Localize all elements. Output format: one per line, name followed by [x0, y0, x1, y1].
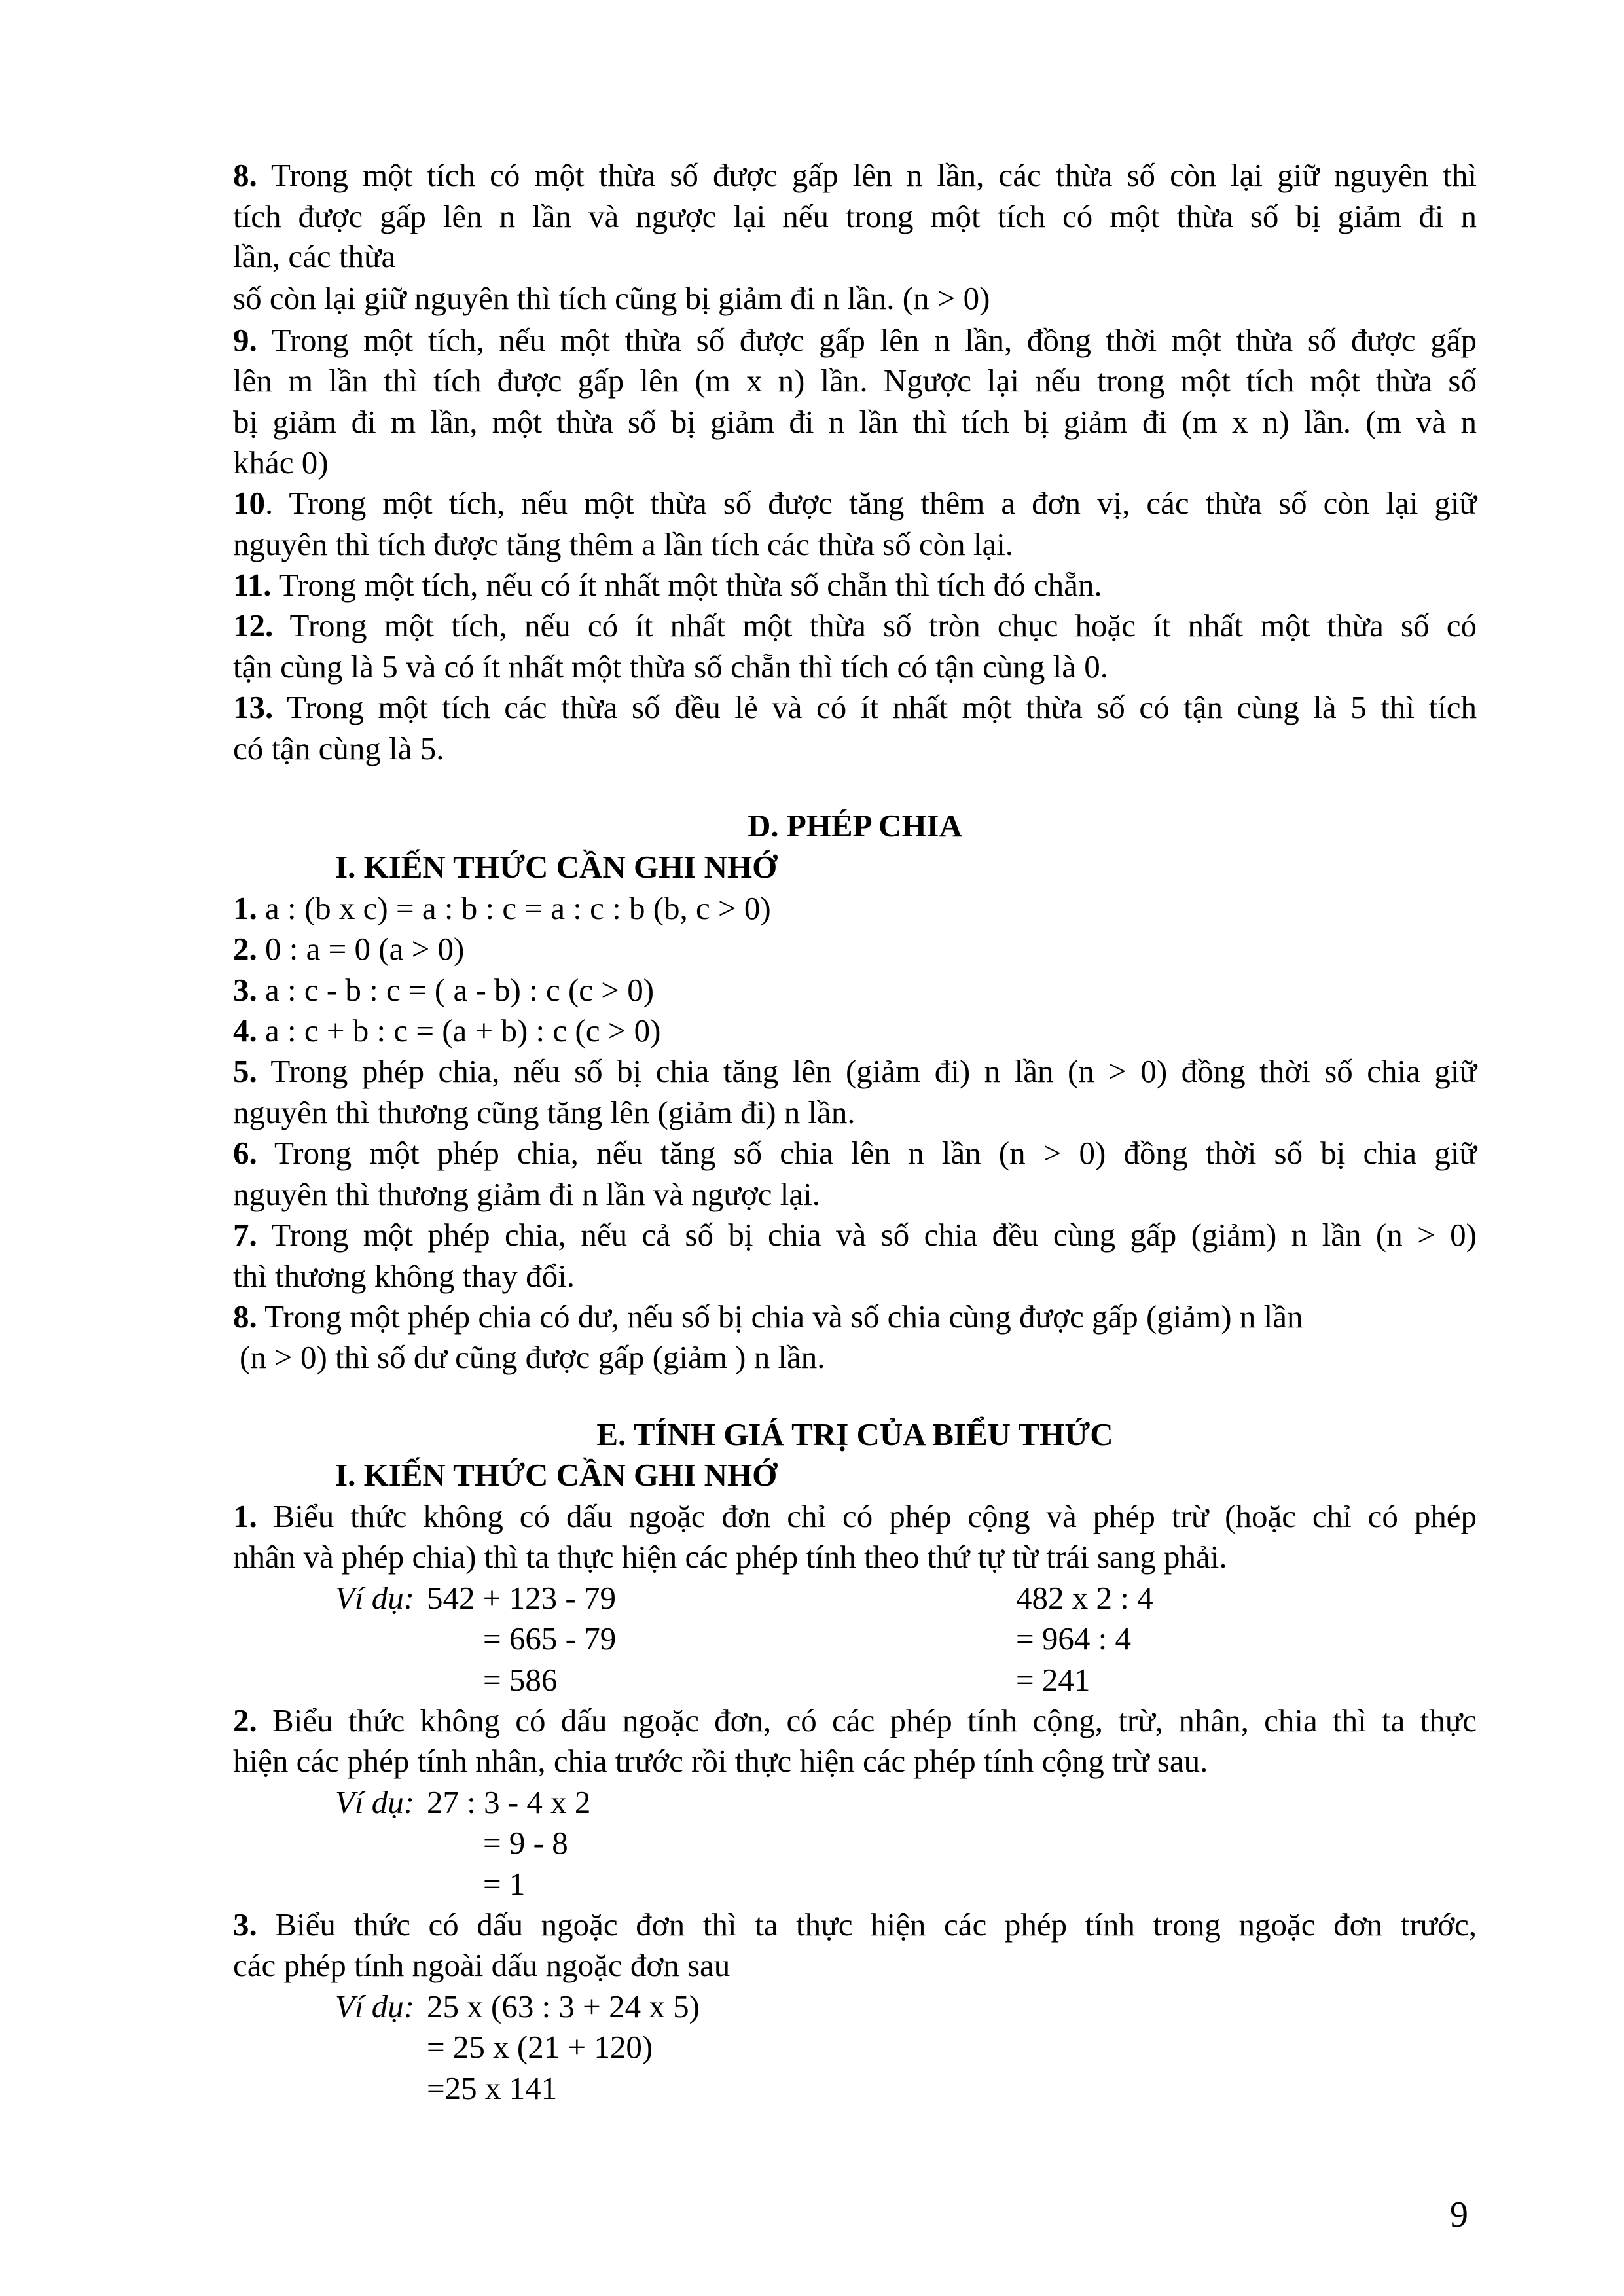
page-number: 9 [1450, 2195, 1468, 2235]
rule-d7-line2: thì thương không thay đổi. [233, 1258, 575, 1294]
example-label: Ví dụ: [335, 1580, 415, 1616]
rule-c8-line3: lần, các thừa [233, 238, 396, 274]
rule-c10-line1: 10. Trong một tích, nếu một thừa số được tăng thêm a đơn vị, các thừa số còn lại giữ [233, 485, 1477, 521]
rule-d2: 2. 0 : a = 0 (a > 0) [233, 931, 465, 967]
rule-d6-line1: 6. Trong một phép chia, nếu tăng số chia lên n lần (n > 0) đồng thời số bị chia giữ [233, 1135, 1477, 1171]
rule-number: 10 [233, 485, 265, 521]
rule-c12-line1: 12. Trong một tích, nếu có ít nhất một thừa số tròn chục hoặc ít nhất một thừa số có [233, 607, 1477, 643]
example1-right-line1: 482 x 2 : 4 [1016, 1580, 1153, 1616]
rule-e1-line2: nhân và phép chia) thì ta thực hiện các phép tính theo thứ tự từ trái sang phải. [233, 1539, 1227, 1575]
section-e-title: E. TÍNH GIÁ TRỊ CỦA BIỂU THỨC [596, 1416, 1113, 1452]
rule-e1-line1: 1. Biểu thức không có dấu ngoặc đơn chỉ có phép cộng và phép trừ (hoặc chỉ có phép [233, 1498, 1477, 1534]
rule-c9-line4: khác 0) [233, 444, 329, 480]
rule-number: 11. [233, 567, 272, 603]
example1-right-line3: = 241 [1016, 1662, 1091, 1698]
section-d-title: D. PHÉP CHIA [747, 808, 963, 844]
rule-d8-line1: 8. Trong một phép chia có dư, nếu số bị chia và số chia cùng được gấp (giảm) n lần [233, 1299, 1303, 1335]
rule-d3: 3. a : c - b : c = ( a - b) : c (c > 0) [233, 972, 655, 1008]
rule-number: 8. [233, 157, 257, 193]
rule-d5-line1: 5. Trong phép chia, nếu số bị chia tăng lên (giảm đi) n lần (n > 0) đồng thời số chia giữ [233, 1053, 1477, 1089]
rule-number: 6. [233, 1135, 257, 1171]
example2-line1: 27 : 3 - 4 x 2 [427, 1784, 591, 1820]
rule-c8-line4: số còn lại giữ nguyên thì tích cũng bị giảm đi n lần. (n > 0) [233, 280, 990, 316]
rule-e2-line1: 2. Biểu thức không có dấu ngoặc đơn, có các phép tính cộng, trừ, nhân, chia thì ta thực [233, 1702, 1477, 1738]
rule-e3-line1: 3. Biểu thức có dấu ngoặc đơn thì ta thực hiện các phép tính trong ngoặc đơn trước, [233, 1907, 1477, 1943]
example1-right-line2: = 964 : 4 [1016, 1621, 1131, 1657]
rule-c12-line2: tận cùng là 5 và có ít nhất một thừa số chẵn thì tích có tận cùng là 0. [233, 649, 1108, 685]
section-e-subtitle: I. KIẾN THỨC CẦN GHI NHỚ [335, 1457, 778, 1493]
rule-c8-line2: tích được gấp lên n lần và ngược lại nếu trong một tích có một thừa số bị giảm đi n [233, 198, 1477, 234]
example-label: Ví dụ: [335, 1784, 415, 1820]
rule-c9-line2: lên m lần thì tích được gấp lên (m x n) lần. Ngược lại nếu trong một tích một thừa số [233, 363, 1477, 399]
rule-d5-line2: nguyên thì thương cũng tăng lên (giảm đi) n lần. [233, 1094, 856, 1130]
example3-line1: 25 x (63 : 3 + 24 x 5) [427, 1988, 700, 2024]
rule-d7-line1: 7. Trong một phép chia, nếu cả số bị chia và số chia đều cùng gấp (giảm) n lần (n > 0) [233, 1217, 1477, 1253]
rule-number: 9. [233, 322, 257, 358]
rule-number: 3. [233, 1907, 257, 1943]
example2-line2: = 9 - 8 [483, 1825, 568, 1861]
rule-c8-line1: 8. Trong một tích có một thừa số được gấp lên n lần, các thừa số còn lại giữ nguyên thì [233, 157, 1477, 193]
rule-c9-line1: 9. Trong một tích, nếu một thừa số được gấp lên n lần, đồng thời một thừa số được gấp [233, 322, 1477, 358]
example1-left-line3: = 586 [483, 1662, 558, 1698]
rule-d6-line2: nguyên thì thương giảm đi n lần và ngược lại. [233, 1176, 820, 1212]
rule-e3-line2: các phép tính ngoài dấu ngoặc đơn sau [233, 1947, 731, 1983]
rule-number: 5. [233, 1053, 257, 1089]
example-label: Ví dụ: [335, 1988, 415, 2024]
rule-number: 2. [233, 931, 257, 967]
rule-number: 12. [233, 607, 274, 643]
rule-number: 4. [233, 1013, 257, 1049]
example3-line3: =25 x 141 [427, 2070, 558, 2106]
example1-left-line1: 542 + 123 - 79 [427, 1580, 616, 1616]
rule-number: 13. [233, 689, 274, 725]
rule-c9-line3: bị giảm đi m lần, một thừa số bị giảm đi n lần thì tích bị giảm đi (m x n) lần. (m và n [233, 404, 1477, 440]
rule-number: 8. [233, 1299, 257, 1335]
example3-line2: = 25 x (21 + 120) [427, 2029, 653, 2065]
rule-number: 7. [233, 1217, 257, 1253]
example2-line3: = 1 [483, 1866, 526, 1902]
rule-number: 2. [233, 1702, 257, 1738]
rule-c11-line1: 11. Trong một tích, nếu có ít nhất một thừa số chẵn thì tích đó chẵn. [233, 567, 1102, 603]
section-d-subtitle: I. KIẾN THỨC CẦN GHI NHỚ [335, 849, 778, 885]
rule-number: 1. [233, 1498, 257, 1534]
rule-d4: 4. a : c + b : c = (a + b) : c (c > 0) [233, 1013, 661, 1049]
example1-left-line2: = 665 - 79 [483, 1621, 617, 1657]
rule-d8-line2: (n > 0) thì số dư cũng được gấp (giảm ) n lần. [240, 1339, 825, 1375]
rule-c10-line2: nguyên thì tích được tăng thêm a lần tích các thừa số còn lại. [233, 526, 1014, 562]
rule-d1: 1. a : (b x c) = a : b : c = a : c : b (b, c > 0) [233, 890, 771, 926]
rule-number: 3. [233, 972, 257, 1008]
rule-number: 1. [233, 890, 257, 926]
rule-c13-line2: có tận cùng là 5. [233, 730, 444, 766]
rule-c13-line1: 13. Trong một tích các thừa số đều lẻ và có ít nhất một thừa số có tận cùng là 5 thì tích [233, 689, 1477, 725]
rule-e2-line2: hiện các phép tính nhân, chia trước rồi thực hiện các phép tính cộng trừ sau. [233, 1743, 1208, 1779]
